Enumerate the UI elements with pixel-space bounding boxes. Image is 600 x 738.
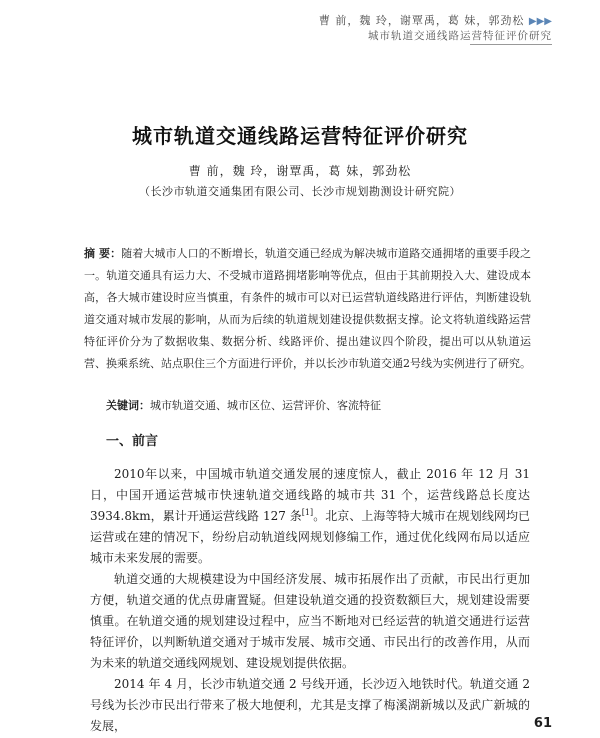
keywords-text: 城市轨道交通、城市区位、运营评价、客流特征	[150, 399, 381, 412]
abstract-text: 随着大城市人口的不断增长，轨道交通已经成为解决城市道路交通拥堵的重要手段之一。轨道交通具有运力大、不受城市道路拥堵影响等优点，但由于其前期投入大、建设成本高，各大城市建设时应当慎重，有条件的城市可以对已运营轨道线路进行评估，判断建设轨道交通对城市发展的影响，从而为后续的轨道规划建设提供数据支撑。论文将轨道线路运营特征评价分为了数据收集、数据分析、线路评价、提出建议四个阶段，提出可以从轨道运营、换乘系统、站点职住三个方面进行评价，并以长沙市轨道交通2号线为实例进行了研究。	[84, 247, 531, 370]
affiliation: （长沙市轨道交通集团有限公司、长沙市规划勘测设计研究院）	[139, 185, 461, 198]
section-heading: 一、前言	[106, 434, 159, 449]
paragraph-1-text-cont: 。北京、上海等特大城市在规划线网均已运营或在建的情况下，纷纷启动轨道线网规划修编工作，通过优化线网布局以适应城市未来发展的需要。	[90, 509, 530, 565]
keywords	[106, 396, 536, 416]
header-divider	[470, 44, 552, 45]
paragraph-1-text: 2010年以来，中国城市轨道交通发展的速度惊人，截止 2016 年 12 月 31 日，中国开通运营城市快速轨道交通线路的城市共 31 个，运营线路总长度达 3934.8km，累计开通运营线路 127 条	[90, 467, 530, 523]
paragraph	[90, 464, 530, 569]
running-header-authors-text: 曹 前，魏 玲，谢覃禹，葛 妹，郭劲松	[318, 14, 525, 27]
abstract-label: 摘 要：	[84, 247, 122, 260]
abstract	[84, 243, 531, 375]
author-list: 曹 前，魏 玲，谢覃禹，葛 妹，郭劲松	[188, 164, 412, 178]
paragraph: 2014 年 4 月，长沙市轨道交通 2 号线开通，长沙迈入地铁时代。轨道交通 2 号线为长沙市民出行带来了极大地便利，尤其是支撑了梅溪湖新城以及武广新城的发展，	[90, 677, 530, 733]
citation-ref: [1]	[301, 508, 314, 517]
running-header-authors	[319, 12, 552, 28]
body-text	[90, 464, 530, 737]
keywords-label: 关键词：	[106, 399, 150, 412]
paragraph: 轨道交通的大规模建设为中国经济发展、城市拓展作出了贡献，市民出行更加方便，轨道交通的优点毋庸置疑。但建设轨道交通的投资数额巨大，规划建设需要慎重。在轨道交通的规划建设过程中，应当不断地对已经运营的轨道交通进行运营特征评价，以判断轨道交通对于城市发展、城市交通、市民出行的改善作用，从而为未来的轨道交通线网规划、建设规划提供依据。	[90, 572, 530, 670]
arrow-icons: ▶▶▶	[528, 16, 552, 27]
running-header-title: 城市轨道交通线路运营特征评价研究	[368, 30, 552, 42]
paper-title: 城市轨道交通线路运营特征评价研究	[132, 124, 468, 148]
page-number: 61	[533, 716, 552, 731]
